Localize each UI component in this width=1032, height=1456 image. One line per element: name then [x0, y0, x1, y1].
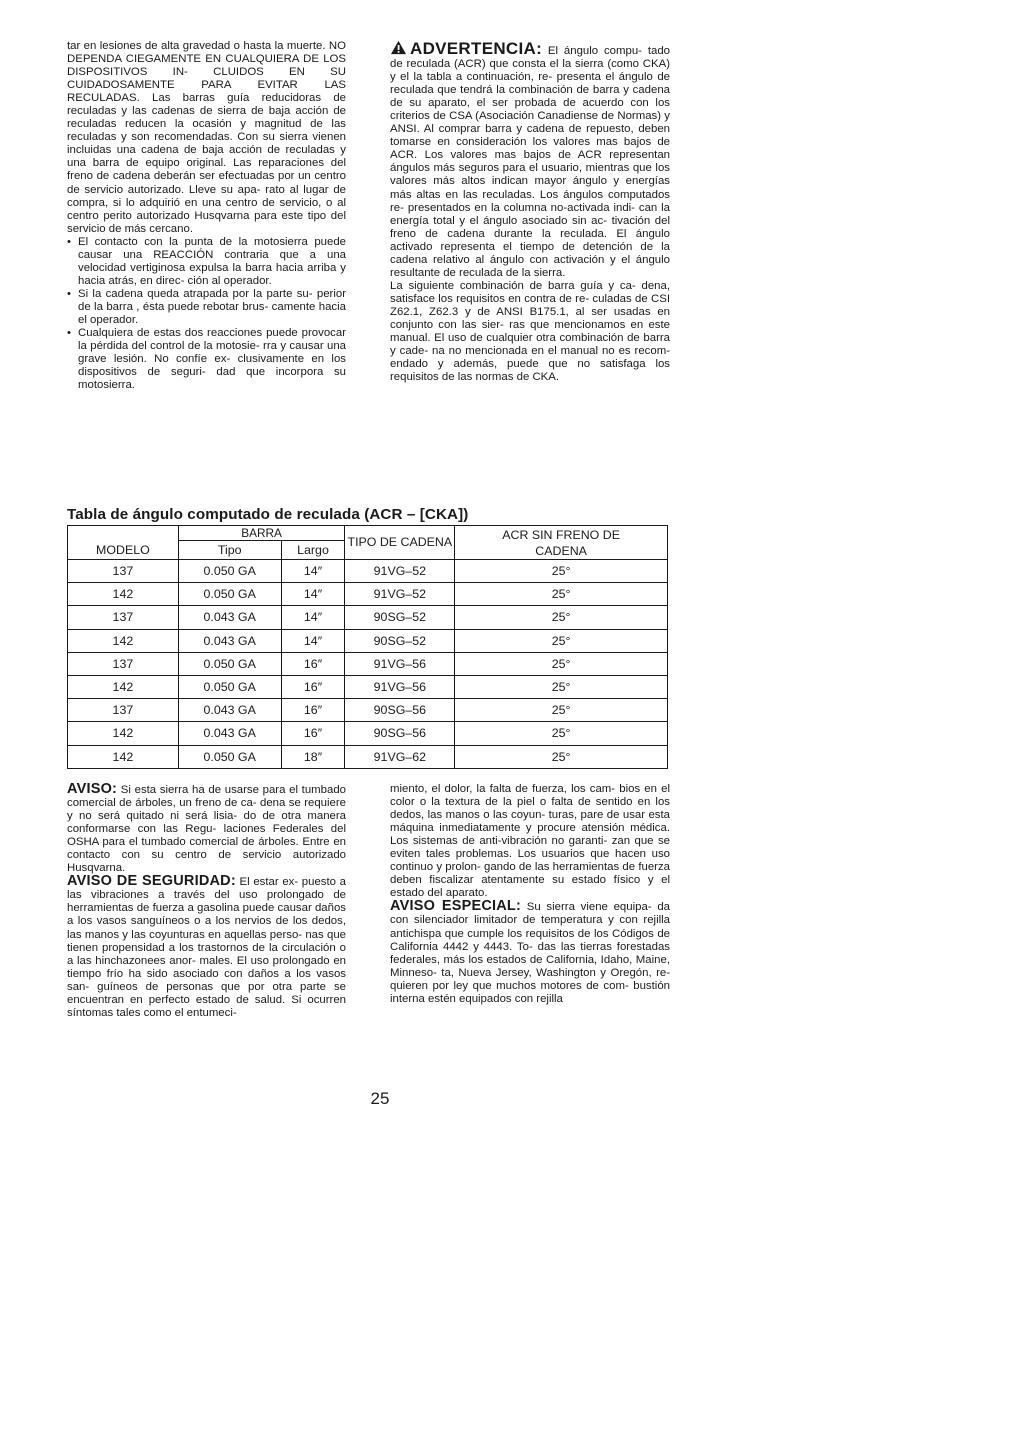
header-acr: ACR SIN FRENO DE CADENA	[455, 526, 668, 560]
table-cell: 25°	[455, 722, 668, 745]
table-cell: 25°	[455, 745, 668, 768]
warning-paragraph	[390, 40, 670, 280]
left-column-bottom	[67, 783, 346, 1020]
kickback-paragraph: tar en lesiones de alta gravedad o hasta la muerte. NO DEPENDA CIEGAMENTE EN CUALQUIERA DE LOS DISPOSITIVOS IN- CLUIDOS EN SU CUIDADOSAMENTE PARA EVITAR LAS RECULADAS. Las barras guía reducidoras de reculadas y las cadenas de sierra de baja acción de reculadas reducen la ocasión y magnitud de las reculadas y son recomendadas. Con su sierra vienen incluidas una cadena de baja acción de reculadas y una barra de equipo original. Las reparaciones del freno de cadena deberán ser efectuadas por un centro de servicio autorizado. Lleve su apa- rato al lugar de compra, si lo adquirió en una centro de servicio, o al centro perito autorizado Husqvarna para este tipo del servicio de más cercano.	[67, 40, 346, 235]
table-cell: 18″	[281, 745, 345, 768]
table-row	[68, 675, 668, 698]
table-cell: 25°	[455, 606, 668, 629]
table-row	[68, 745, 668, 768]
table-cell: 142	[68, 722, 179, 745]
table-row	[68, 699, 668, 722]
table-cell: 16″	[281, 652, 345, 675]
especial-paragraph	[390, 900, 670, 1005]
especial-label: AVISO ESPECIAL:	[390, 898, 521, 915]
table-cell: 25°	[455, 699, 668, 722]
warning-text: El ángulo compu- tado de reculada (ACR) que consta el la sierra (como CKA) y el la tabla a continuación, re- presenta el ángulo de reculada que tendrá la combinación de barra y cadena de su aparato, el ser probada de acuerdo con los criterios de CSA (Asociación Canadiense de Normas) y ANSI. Al comprar barra y cadena de repuesto, deben tomarse en consideración los valores mas bajos de ACR. Los valores mas bajos de ACR representan ángulos más seguros para el usuario, mientras que los valores más altos indican mayor ángulo y energías más altas en las reculadas. Los ángulos computados re- presentados en la columna no-activada indi- can la energía total y el ángulo asociado sin ac- tivación del freno de cadena durante la reculada. El ángulo activado representa el tiempo de detención de la cadena relativo al ángulo con activación y el ángulo resultante de reculada de la sierra.	[390, 45, 670, 279]
table-cell: 14″	[281, 629, 345, 652]
table-cell: 25°	[455, 629, 668, 652]
combination-paragraph: La siguiente combinación de barra guía y ca- dena, satisface los requisitos en contra de re- culadas de CSI Z62.1, Z62.3 y de ANSI B175.1, al ser usadas en conjunto con las sier- ras que mencionamos en este manual. El uso de cualquier otra combinación de barra y cade- na no mencionada en el manual no es recom- endado y además, puede que no satisfaga los requisitos de las normas de CKA.	[390, 279, 670, 384]
table-cell: 142	[68, 745, 179, 768]
table-cell: 91VG–52	[345, 560, 455, 583]
table-cell: 142	[68, 629, 179, 652]
right-column-top	[390, 40, 670, 384]
table-title: Tabla de ángulo computado de reculada (ACR – [CKA])	[67, 506, 469, 523]
table-cell: 14″	[281, 583, 345, 606]
header-barra: BARRA	[178, 526, 345, 541]
header-largo: Largo	[281, 541, 345, 560]
table-cell: 0.050 GA	[178, 560, 281, 583]
bullet-item: • El contacto con la punta de la motosierra puede causar una REACCIÓN contraria que a una velocidad vertiginosa expulsa la barra hacia arriba y hacia atrás, en direc- ción al operador.	[67, 236, 346, 288]
warning-triangle-icon	[390, 40, 407, 55]
table-cell: 25°	[455, 652, 668, 675]
header-tipo: Tipo	[178, 541, 281, 560]
table-cell: 137	[68, 699, 179, 722]
aviso-label: AVISO:	[67, 781, 118, 797]
table-row	[68, 629, 668, 652]
table-cell: 90SG–56	[345, 722, 455, 745]
table-cell: 137	[68, 652, 179, 675]
right-column-bottom	[390, 783, 670, 1006]
table-cell: 90SG–52	[345, 629, 455, 652]
table-cell: 91VG–62	[345, 745, 455, 768]
table-cell: 137	[68, 560, 179, 583]
left-column-top	[67, 40, 346, 392]
table-cell: 25°	[455, 583, 668, 606]
seguridad-text: El estar ex- puesto a las vibraciones a través del uso prolongado de herramientas de fuerza a gasolina puede causar daños a los vasos sanguíneos o a los nervios de los dedos, las manos y las coyunturas en aquellas perso- nas que tienen propensidad a los trastornos de la circulación o a las hinchazonees anor- males. El uso prolongado en tiempo frío ha sido asociado con daños a los vasos san- guíneos de personas que por otra parte se encuentran en perfecto estado de salud. Si ocurren síntomas tales como el entumeci-	[67, 876, 346, 1019]
table-cell: 16″	[281, 699, 345, 722]
table-row	[68, 722, 668, 745]
table-cell: 142	[68, 583, 179, 606]
table-cell: 90SG–52	[345, 606, 455, 629]
seguridad-label: AVISO DE SEGURIDAD:	[67, 873, 236, 890]
aviso-text: Si esta sierra ha de usarse para el tumbado comercial de árboles, un freno de ca- dena se requiere y no será quitado ni será lisia- do de otra manera conformarse con las Regu- laciones Federales del OSHA para el tumbado comercial de árboles. Entre en contacto con su centro de servicio autorizado Husqvarna.	[67, 784, 346, 875]
bullet-item: • Si la cadena queda atrapada por la parte su- perior de la barra , ésta puede rebotar brus- camente hacia el operador.	[67, 288, 346, 327]
table-cell: 25°	[455, 560, 668, 583]
table-row	[68, 560, 668, 583]
table-cell: 0.043 GA	[178, 606, 281, 629]
table-cell: 0.050 GA	[178, 745, 281, 768]
bullet-item: • Cualquiera de estas dos reacciones puede provocar la pérdida del control de la motosie- rra y causar una grave lesión. No confíe ex- clusivamente en los dispositivos de seguri- dad que incorpora su motosierra.	[67, 327, 346, 392]
aviso-paragraph	[67, 783, 346, 875]
table-cell: 91VG–56	[345, 675, 455, 698]
table-cell: 137	[68, 606, 179, 629]
acr-table	[67, 525, 668, 769]
seguridad-paragraph	[67, 875, 346, 1020]
especial-text: Su sierra viene equipa- da con silenciador limitador de temperatura y con rejilla antichispa que cumple los requisitos de los Códigos de California 4442 y 4443. To- das las tierras forestadas federales, más los estados de California, Idaho, Maine, Minneso- ta, Nueva Jersey, Washington y Oregón, re- quieren por ley que muchos motores de com- bustión interna estén equipados con rejilla	[390, 901, 671, 1005]
table-cell: 0.050 GA	[178, 675, 281, 698]
table-cell: 0.043 GA	[178, 722, 281, 745]
table-cell: 14″	[281, 560, 345, 583]
table-cell: 16″	[281, 675, 345, 698]
table-cell: 25°	[455, 675, 668, 698]
table-cell: 0.050 GA	[178, 583, 281, 606]
vibration-continuation: miento, el dolor, la falta de fuerza, los cam- bios en el color o la textura de la piel o falta de sentido en los dedos, las manos o las coyun- turas, pare de usar esta máquina inmediatamente y procure atensión médica. Los sistemas de anti-vibración no garanti- zan que se eviten tales problemas. Los usuarios que hacen uso continuo y prolon- gando de las herramientas de fuerza deben fiscalizar atentamente su estado físico y el estado del aparato.	[390, 783, 670, 900]
table-cell: 91VG–56	[345, 652, 455, 675]
table-cell: 0.043 GA	[178, 699, 281, 722]
table-cell: 14″	[281, 606, 345, 629]
table-row	[68, 652, 668, 675]
warning-label: ADVERTENCIA:	[410, 39, 543, 58]
table-row	[68, 606, 668, 629]
table-cell: 142	[68, 675, 179, 698]
table-cell: 90SG–56	[345, 699, 455, 722]
page-number: 25	[370, 1089, 390, 1108]
table-cell: 91VG–52	[345, 583, 455, 606]
table-cell: 0.050 GA	[178, 652, 281, 675]
table-cell: 16″	[281, 722, 345, 745]
header-modelo: MODELO	[68, 526, 179, 560]
table-row	[68, 583, 668, 606]
kickback-bullets	[67, 236, 346, 393]
table-cell: 0.043 GA	[178, 629, 281, 652]
header-tipo-cadena: TIPO DE CADENA	[345, 526, 455, 560]
